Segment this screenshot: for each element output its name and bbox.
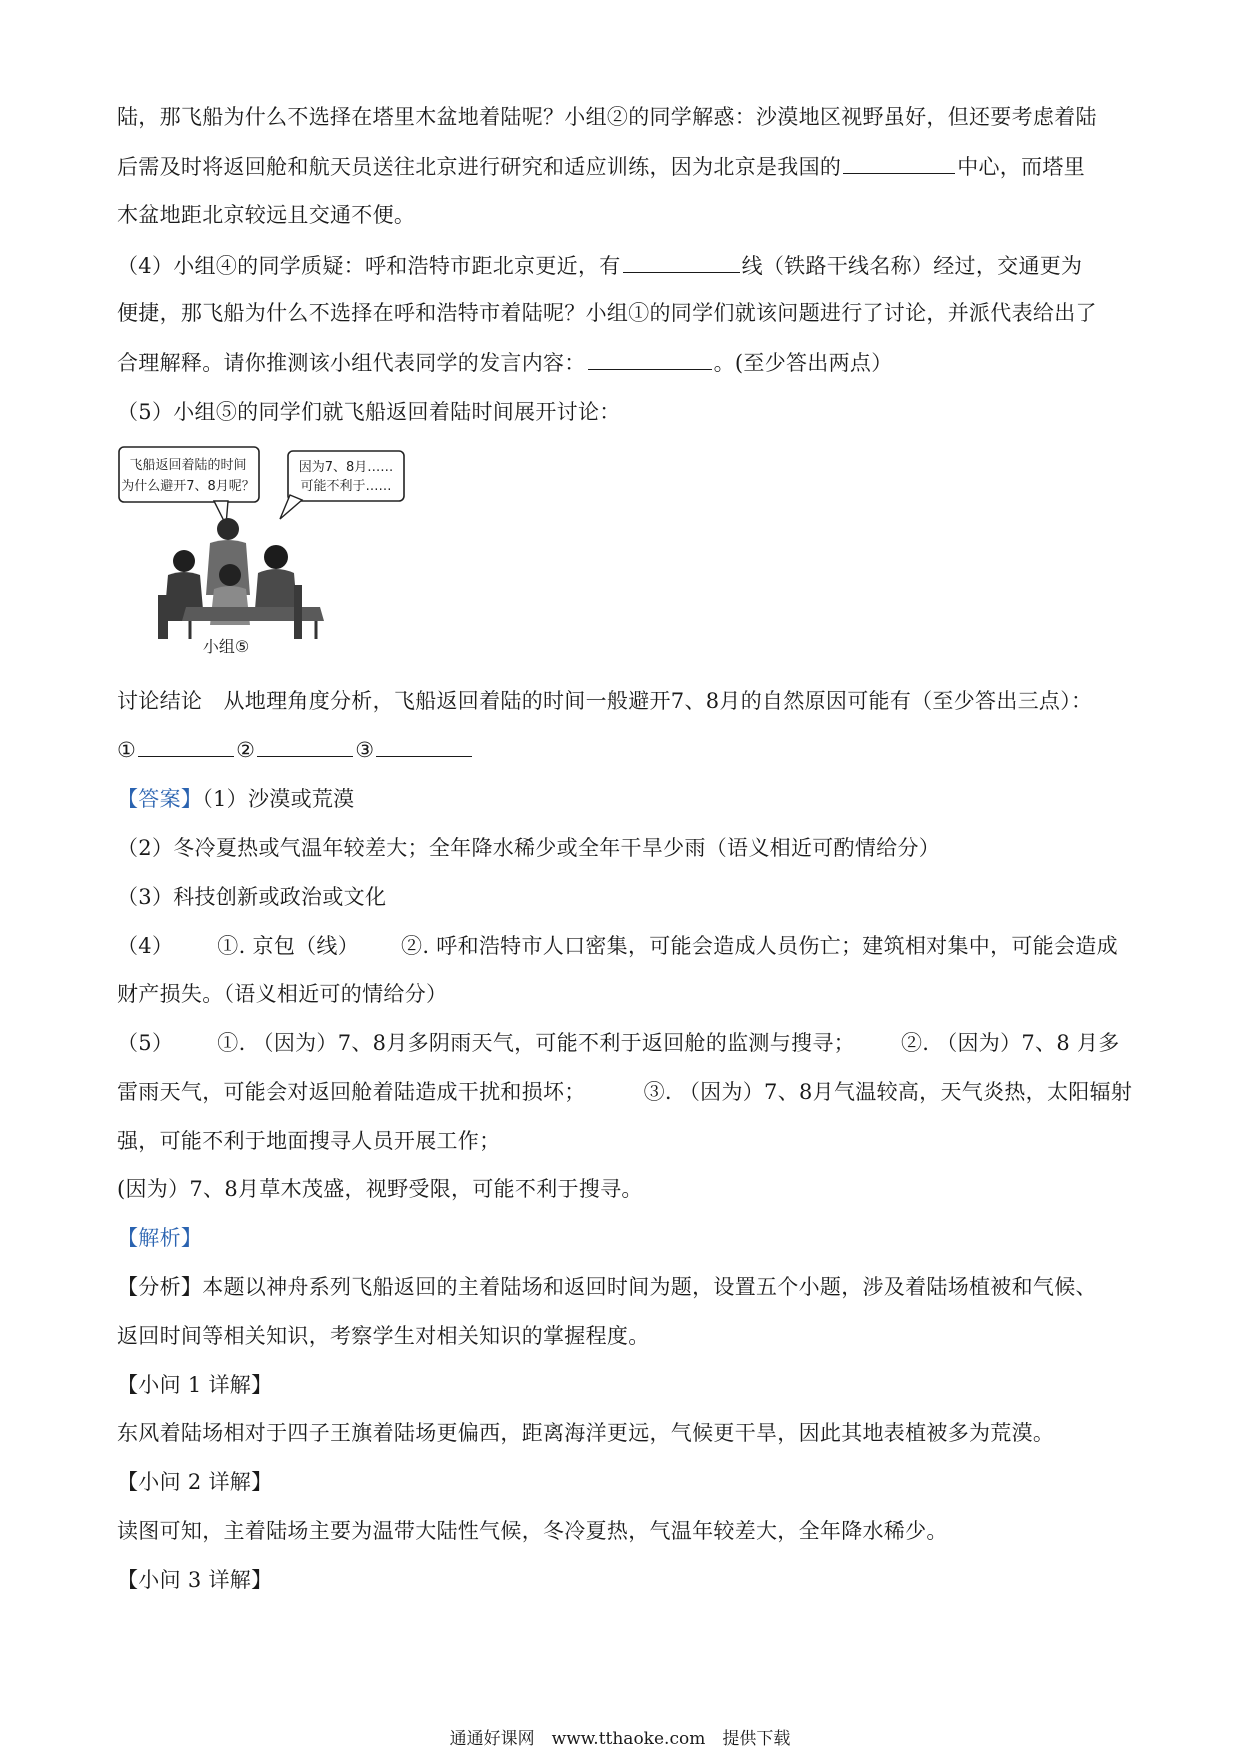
subquestion-2-heading: 【小问 2 详解】 <box>117 1470 273 1494</box>
q3-line-1: 陆，那飞船为什么不选择在塔里木盆地着陆呢？小组②的同学解惑：沙漠地区视野虽好，但还要考虑着陆 <box>117 105 1097 129</box>
analysis-label: 【解析】 <box>117 1226 203 1250</box>
answer-5-part-3: ③. （因为）7、8月气温较高，天气炎热，太阳辐射 <box>643 1080 1133 1104</box>
q4-line-1-text-a: （4）小组④的同学质疑：呼和浩特市距北京更近，有 <box>117 254 621 278</box>
answer-5-line-3: 强，可能不利于地面搜寻人员开展工作； <box>117 1129 501 1153</box>
q5-conclusion: 讨论结论 从地理角度分析，飞船返回着陆的时间一般避开7、8月的自然原因可能有（至少答出三点）： <box>117 689 1093 713</box>
answer-blank-1[interactable] <box>138 734 234 757</box>
answer-4-part-1: ①. 京包（线） <box>217 934 360 958</box>
answer-4-line-1 <box>117 931 1118 961</box>
answer-5-part-2a: ②. （因为）7、8 月多 <box>900 1031 1120 1055</box>
answer-4-num: （4） <box>117 934 174 958</box>
answer-3: （3）科技创新或政治或文化 <box>117 885 387 909</box>
blank-label-1: ① <box>117 738 137 762</box>
blank-label-3: ③ <box>355 738 375 762</box>
q5-blanks-line <box>117 734 474 765</box>
answer-blank-2[interactable] <box>257 734 353 757</box>
bubble-left-line-1: 飞船返回着陆的时间 <box>129 458 247 473</box>
analysis-intro-1: 【分析】本题以神舟系列飞船返回的主着陆场和返回时间为题，设置五个小题，涉及着陆场植被和气候、 <box>117 1275 1097 1299</box>
q4-line-3-text-a: 合理解释。请你推测该小组代表同学的发言内容： <box>117 351 586 375</box>
group-discussion-illustration <box>118 445 415 657</box>
subquestion-1-explanation: 东风着陆场相对于四子王旗着陆场更偏西，距离海洋更远，气候更干旱，因此其地表植被多为荒漠。 <box>117 1421 1055 1445</box>
subquestion-3-heading: 【小问 3 详解】 <box>117 1568 273 1592</box>
q3-line-2-text-b: 中心，而塔里 <box>957 155 1086 179</box>
answer-5-line-4: (因为）7、8月草木茂盛，视野受限，可能不利于搜寻。 <box>117 1177 643 1201</box>
bubble-right-line-1: 因为7、8月…… <box>298 460 394 475</box>
bubble-right-line-2: 可能不利于…… <box>300 479 392 494</box>
answer-1: （1）沙漠或荒漠 <box>202 787 355 811</box>
answer-label: 【答案】 <box>117 787 203 811</box>
answer-5-line-1 <box>117 1028 1120 1058</box>
bubble-left-line-2: 为什么避开7、8月呢？ <box>121 479 255 494</box>
answer-5-part-1: ①. （因为）7、8月多阴雨天气，可能不利于返回舱的监测与搜寻； <box>217 1031 855 1055</box>
answer-blank[interactable] <box>588 347 712 370</box>
q4-line-2: 便捷，那飞船为什么不选择在呼和浩特市着陆呢？小组①的同学们就该问题进行了讨论，并派代表给出了 <box>117 301 1097 325</box>
page-footer: 通通好课网 www.tthaoke.com 提供下载 <box>449 1729 791 1749</box>
answer-blank[interactable] <box>623 250 740 273</box>
answer-4-part-2: ②. 呼和浩特市人口密集，可能会造成人员伤亡；建筑相对集中，可能会造成 <box>401 934 1118 958</box>
q3-line-3: 木盆地距北京较远且交通不便。 <box>117 203 416 227</box>
subquestion-2-explanation: 读图可知，主着陆场主要为温带大陆性气候，冬冷夏热，气温年较差大，全年降水稀少。 <box>117 1519 948 1543</box>
answer-4-line-2: 财产损失。（语义相近可的情给分） <box>117 982 448 1006</box>
answer-5-line-2 <box>117 1077 1132 1107</box>
answer-5-part-2b: 雷雨天气，可能会对返回舱着陆造成干扰和损坏； <box>117 1080 586 1104</box>
blank-label-2: ② <box>236 738 256 762</box>
q4-line-3 <box>117 347 893 378</box>
q3-line-2-text-a: 后需及时将返回舱和航天员送往北京进行研究和适应训练，因为北京是我国的 <box>117 155 842 179</box>
answer-2: （2）冬冷夏热或气温年较差大；全年降水稀少或全年干旱少雨（语义相近可酌情给分） <box>117 836 941 860</box>
figure-caption: 小组⑤ <box>202 637 250 656</box>
students-group <box>158 518 324 639</box>
q4-line-1-text-b: 线（铁路干线名称）经过，交通更为 <box>741 254 1083 278</box>
answer-line-1 <box>117 784 354 814</box>
q4-line-3-text-b: 。(至少答出两点） <box>713 351 893 375</box>
subquestion-1-heading: 【小问 1 详解】 <box>117 1373 273 1397</box>
answer-blank[interactable] <box>843 151 955 174</box>
analysis-intro-2: 返回时间等相关知识，考察学生对相关知识的掌握程度。 <box>117 1324 650 1348</box>
answer-5-num: （5） <box>117 1031 174 1055</box>
q4-line-1 <box>117 250 1082 281</box>
q3-line-2 <box>117 151 1085 182</box>
answer-blank-3[interactable] <box>376 734 472 757</box>
q5-intro: （5）小组⑤的同学们就飞船返回着陆时间展开讨论： <box>117 400 621 424</box>
